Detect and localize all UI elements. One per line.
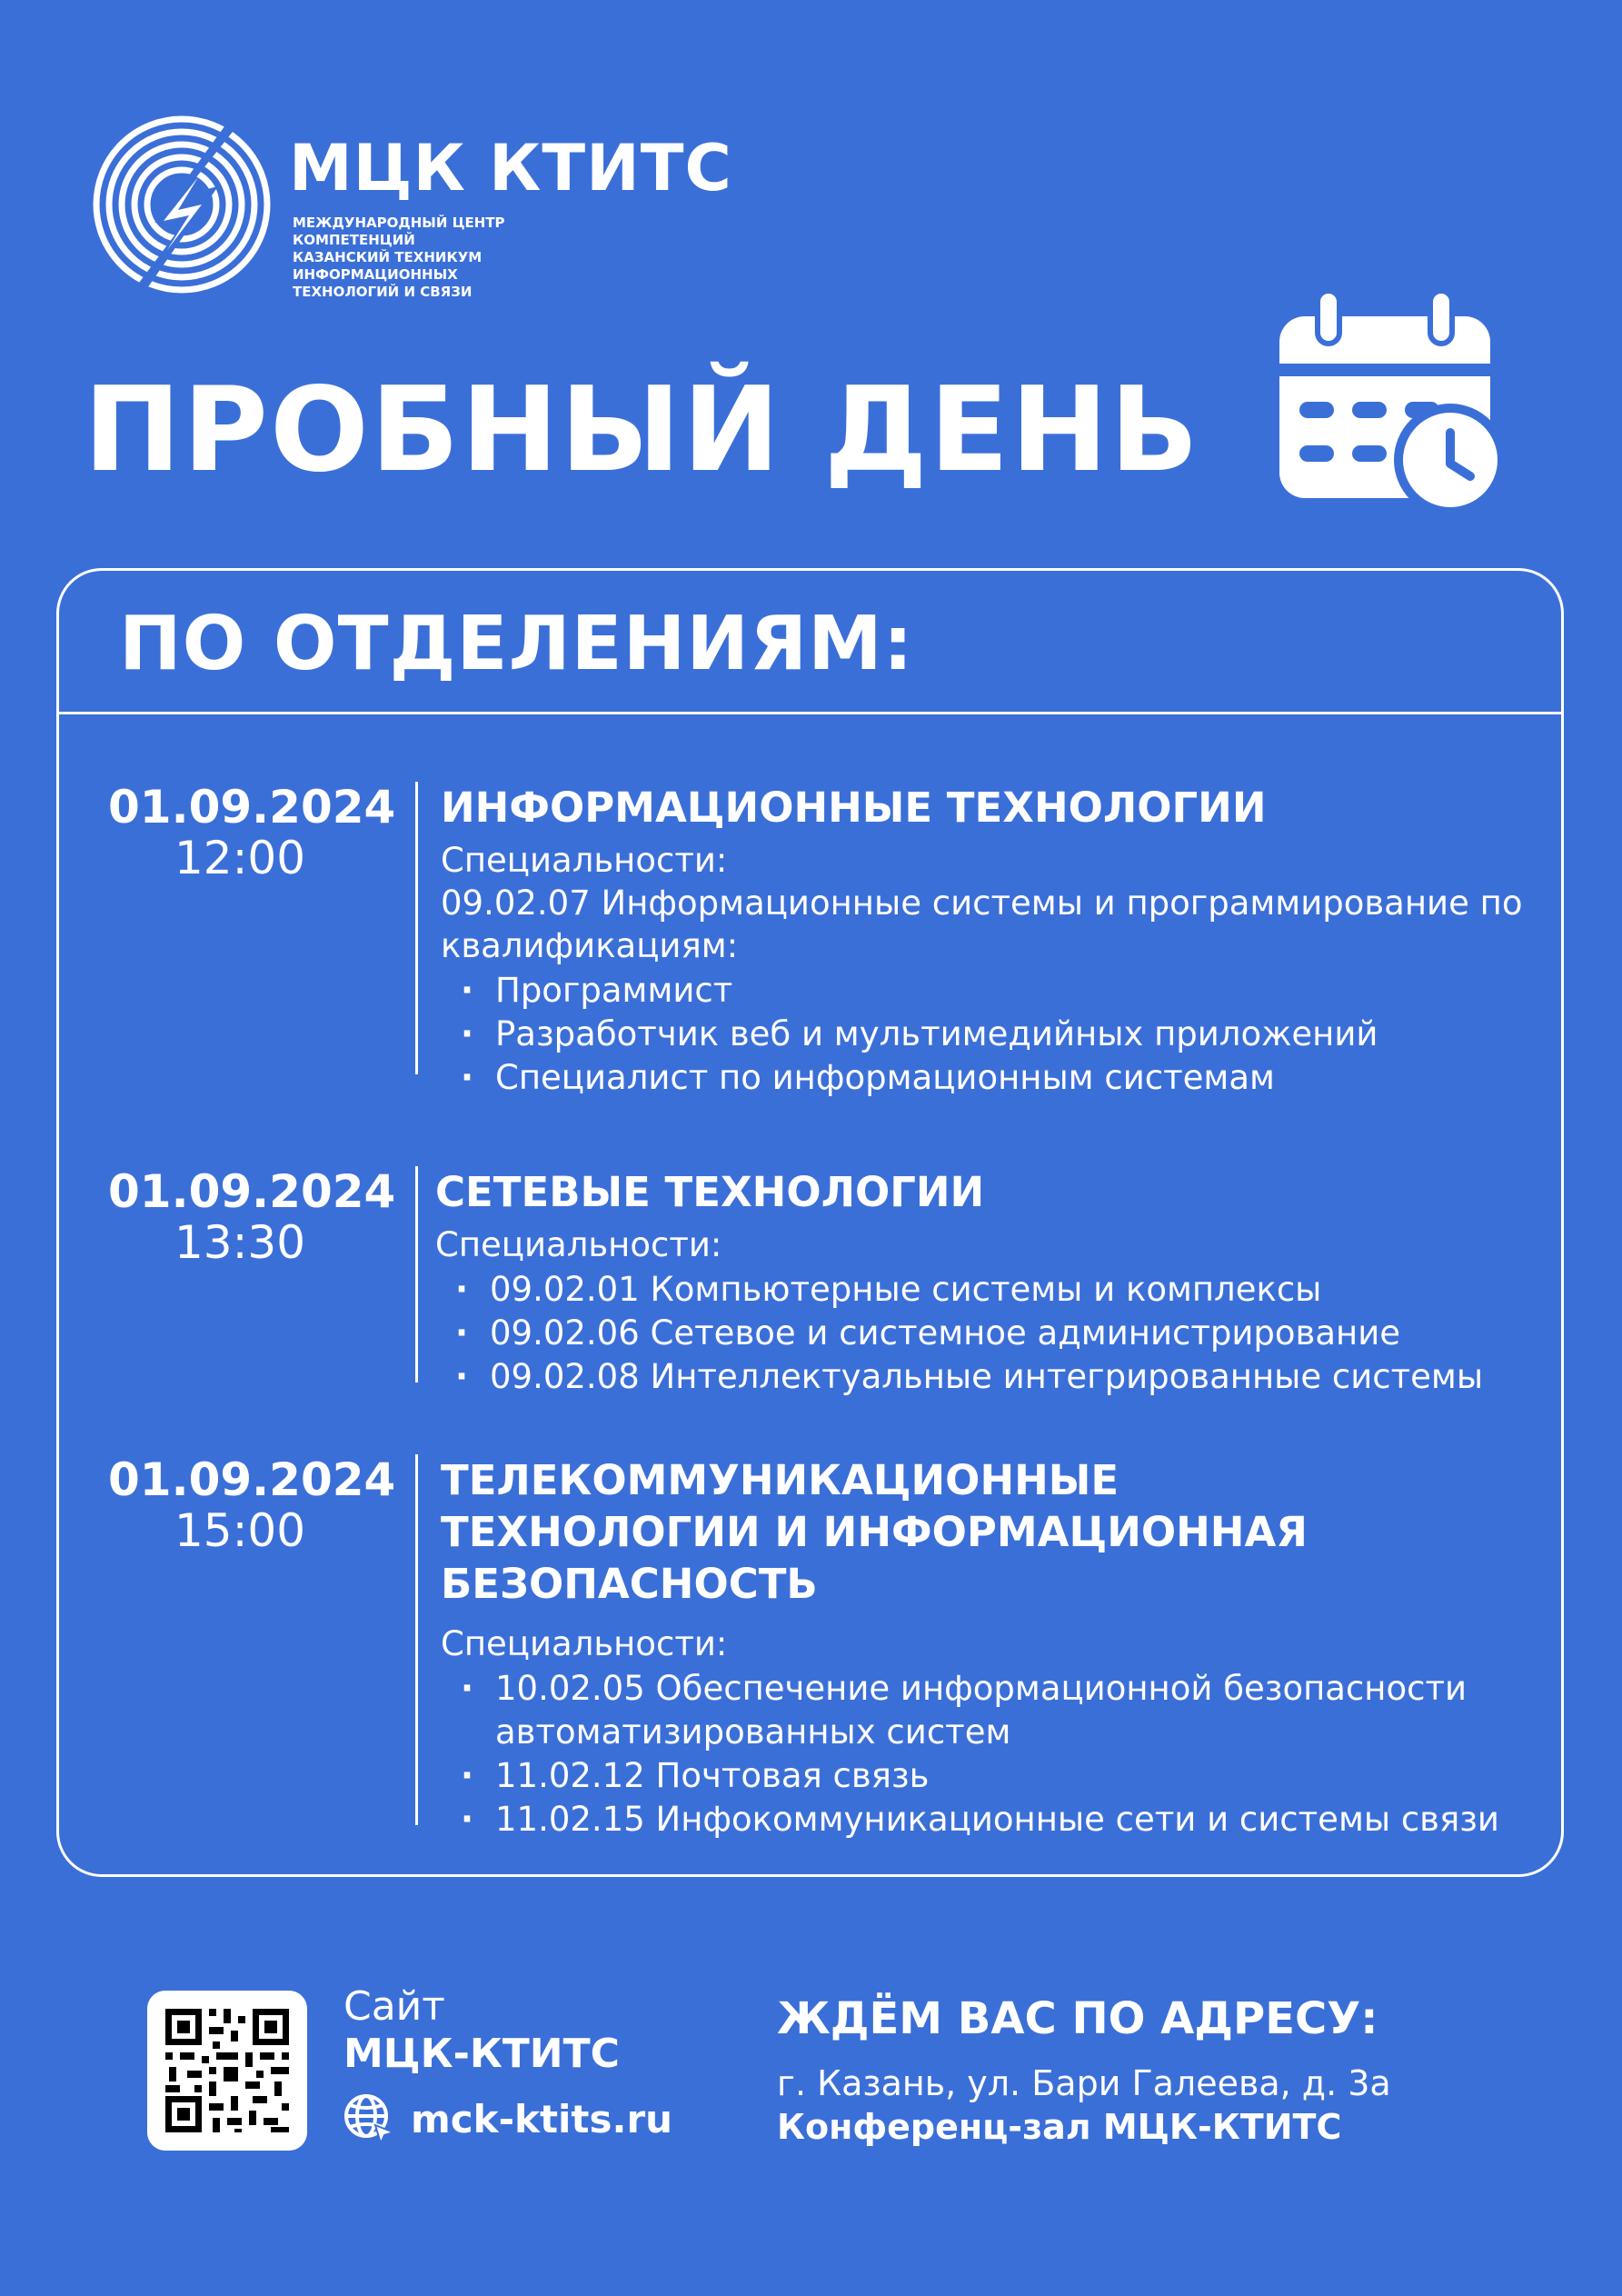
department-details: [435, 1166, 1544, 1399]
list-item: · 10.02.05 Обеспечение информационной безопасности автоматизированных систем: [461, 1667, 1531, 1754]
site-link[interactable]: mck-ktits.ru: [411, 2097, 673, 2141]
brand-subtitle-line: КАЗАНСКИЙ ТЕХНИКУМ ИНФОРМАЦИОННЫХ: [293, 249, 483, 283]
list-item: · Разработчик веб и мультимедийных приложений: [461, 1013, 1549, 1056]
department-title: СЕТЕВЫЕ ТЕХНОЛОГИИ: [435, 1168, 985, 1216]
list-item: · 09.02.01 Компьютерные системы и комплексы: [455, 1268, 1544, 1312]
list-item: · 11.02.15 Инфокоммуникационные сети и системы связи: [461, 1798, 1551, 1842]
qr-code[interactable]: [147, 1991, 307, 2151]
specialties-label: Специальности:: [441, 1624, 728, 1663]
specialty-list: [441, 1667, 1551, 1842]
divider: [415, 782, 418, 1074]
site-label: [343, 1983, 620, 2078]
list-item: · 09.02.06 Сетевое и системное администрирование: [455, 1312, 1544, 1355]
divider: [59, 712, 1561, 714]
list-item: · 09.02.08 Интеллектуальные интегрированные системы: [455, 1355, 1544, 1399]
calendar-clock-icon: [1272, 291, 1508, 518]
department-date: 01.09.2024: [108, 781, 396, 834]
department-datetime: [108, 781, 396, 884]
department-time: 12:00: [174, 832, 306, 884]
list-item: · Специалист по информационным системам: [461, 1056, 1549, 1100]
department-time: 15:00: [174, 1504, 306, 1557]
brand-name: МЦК КТИТС: [289, 131, 732, 205]
qualification-list: [441, 969, 1549, 1100]
department-datetime: [108, 1453, 396, 1557]
divider: [415, 1166, 418, 1383]
specialties-label: Специальности:: [441, 841, 728, 880]
department-time: 13:30: [174, 1216, 306, 1269]
address-title: ЖДЁМ ВАС ПО АДРЕСУ:: [777, 1993, 1378, 2044]
department-details: [441, 782, 1549, 1100]
list-item: · Программист: [461, 969, 1549, 1013]
department-date: 01.09.2024: [108, 1453, 396, 1506]
venue-line: Конференц-зал МЦК-КТИТС: [777, 2107, 1342, 2147]
department-title: ИНФОРМАЦИОННЫЕ ТЕХНОЛОГИИ: [441, 784, 1267, 832]
department-details: [441, 1454, 1499, 1842]
specialty-text: 09.02.07 Информационные системы и программирование по квалификациям:: [441, 883, 1523, 965]
brand-subtitle: [293, 215, 620, 301]
specialty-list: [435, 1268, 1544, 1399]
list-item: · 11.02.12 Почтовая связь: [461, 1754, 1551, 1798]
brand-subtitle-line: МЕЖДУНАРОДНЫЙ ЦЕНТР КОМПЕТЕНЦИЙ: [293, 215, 505, 248]
department-title: ТЕЛЕКОММУНИКАЦИОННЫЕ ТЕХНОЛОГИИ И ИНФОРМАЦИОННАЯ БЕЗОПАСНОСТЬ: [441, 1456, 1308, 1608]
divider: [415, 1454, 418, 1825]
departments-panel: [56, 568, 1564, 1877]
site-label-line: Сайт: [343, 1983, 445, 2030]
brand-subtitle-line: ТЕХНОЛОГИЙ И СВЯЗИ: [293, 284, 473, 300]
department-datetime: [108, 1165, 396, 1269]
logo-emblem: [91, 114, 273, 295]
panel-title: ПО ОТДЕЛЕНИЯМ:: [119, 601, 914, 687]
page-title: ПРОБНЫЙ ДЕНЬ: [84, 363, 1200, 498]
department-date: 01.09.2024: [108, 1165, 396, 1218]
address-line: г. Казань, ул. Бари Галеева, д. 3а: [777, 2063, 1391, 2103]
site-label-line: МЦК-КТИТС: [343, 2031, 620, 2077]
specialties-label: Специальности:: [435, 1225, 722, 1264]
globe-icon: [341, 2091, 397, 2147]
